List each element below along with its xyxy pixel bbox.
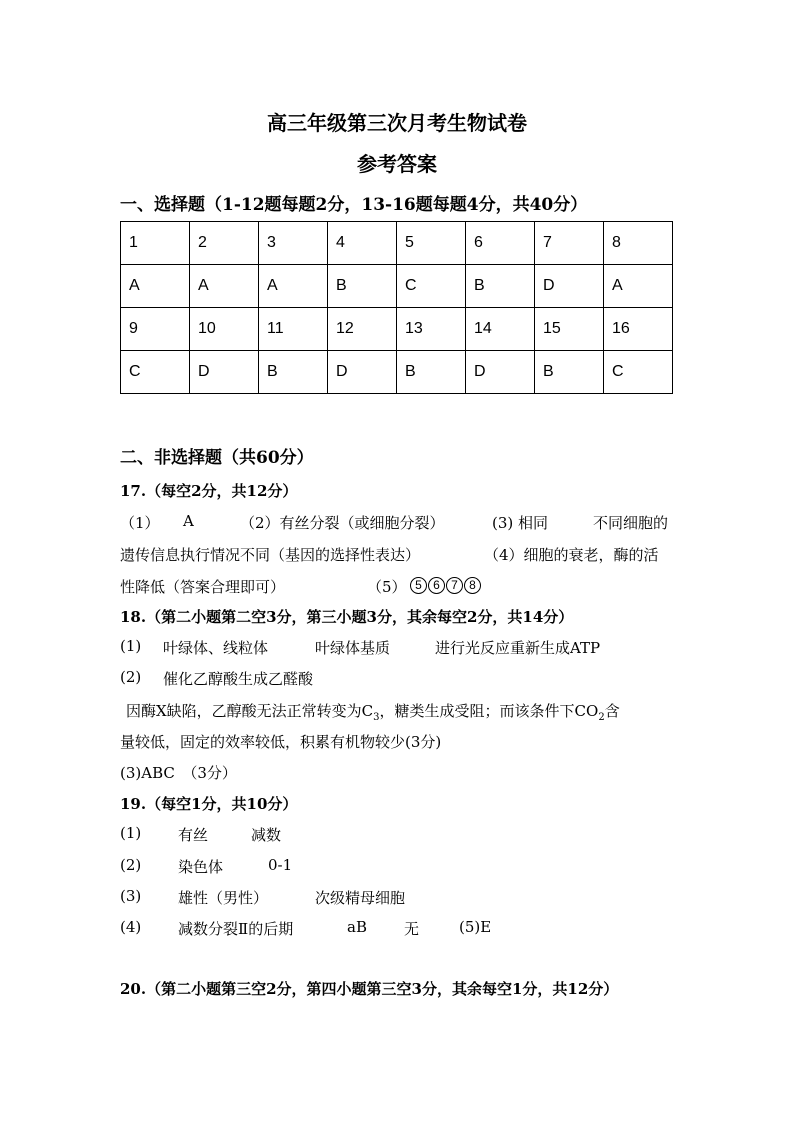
q19-r1-b: 减数	[251, 826, 282, 844]
q17-circled-answers	[410, 576, 482, 594]
q18-l3c: 含	[604, 702, 620, 720]
circled-7: 7	[446, 577, 463, 594]
answer-table-cell: D	[328, 351, 397, 394]
q19-r4-a: 减数分裂Ⅱ的后期	[178, 920, 294, 938]
q18-l2a: (2)	[120, 668, 142, 686]
answer-table-cell: B	[328, 265, 397, 308]
answer-table-cell: B	[466, 265, 535, 308]
answer-table-cell: 5	[397, 222, 466, 265]
answer-table-cell: B	[535, 351, 604, 394]
q19-r4-d: (5)E	[459, 918, 492, 936]
q19-r3-a: 雄性（男性）	[178, 889, 269, 907]
circled-8: 8	[464, 577, 481, 594]
q17-l1b: A	[183, 512, 194, 530]
answer-table-cell: A	[190, 265, 259, 308]
q18-l1b: 叶绿体、线粒体	[163, 639, 269, 657]
answer-table-cell: 13	[397, 308, 466, 351]
answer-table-cell: A	[121, 265, 190, 308]
answer-table-cell: 12	[328, 308, 397, 351]
q17-l1e: 不同细胞的	[593, 514, 669, 532]
q17-l1a: （1）	[120, 514, 160, 532]
answer-table-cell: 4	[328, 222, 397, 265]
q18-l3	[126, 700, 620, 723]
q17-l3a: 性降低（答案合理即可）	[120, 578, 286, 596]
answer-table-row	[121, 265, 673, 308]
q18-l3b: ，糖类生成受阻；而该条件下CO	[379, 702, 599, 720]
q19-r4-b: aB	[347, 918, 367, 936]
q17-l3b: （5）	[367, 578, 407, 596]
answer-table-cell: C	[121, 351, 190, 394]
page-title: 高三年级第三次月考生物试卷	[267, 111, 527, 135]
q19-r1-a: 有丝	[178, 826, 209, 844]
q17-l1d: (3) 相同	[492, 514, 549, 532]
q19-r2-num: (2)	[120, 856, 142, 874]
circled-6: 6	[428, 577, 445, 594]
section1-heading: 一、选择题（1-12题每题2分，13-16题每题4分，共40分）	[120, 195, 588, 215]
q18-l5: (3)ABC （3分）	[120, 764, 237, 782]
answer-table-cell: 8	[604, 222, 673, 265]
section2-heading: 二、非选择题（共60分）	[120, 448, 314, 468]
q18-l1c: 叶绿体基质	[315, 639, 391, 657]
q17-heading: 17.（每空2分，共12分）	[120, 482, 298, 500]
answer-table-cell: 15	[535, 308, 604, 351]
answer-table-cell: 10	[190, 308, 259, 351]
q19-r4-num: (4)	[120, 918, 142, 936]
answer-table-cell: D	[190, 351, 259, 394]
answer-table-cell: D	[535, 265, 604, 308]
q19-heading: 19.（每空1分，共10分）	[120, 795, 298, 813]
q19-r3-b: 次级精母细胞	[315, 889, 406, 907]
q18-l1d: 进行光反应重新生成ATP	[435, 639, 601, 657]
q18-l2b: 催化乙醇酸生成乙醛酸	[163, 670, 314, 688]
q18-heading: 18.（第二小题第二空3分，第三小题3分，其余每空2分，共14分）	[120, 608, 574, 626]
q18-l3a: 因酶X缺陷，乙醇酸无法正常转变为C	[126, 702, 374, 720]
q18-l3-sub2: 2	[598, 712, 605, 723]
page-subtitle: 参考答案	[357, 152, 437, 176]
answer-table-row	[121, 222, 673, 265]
answer-table-cell: 14	[466, 308, 535, 351]
q19-r2-a: 染色体	[178, 858, 224, 876]
answer-table-cell: 16	[604, 308, 673, 351]
q19-r4-c: 无	[404, 920, 420, 938]
answer-table-cell: 2	[190, 222, 259, 265]
q19-r2-b: 0-1	[268, 856, 293, 874]
answer-table-cell: A	[604, 265, 673, 308]
answer-table-cell: 1	[121, 222, 190, 265]
q20-heading: 20.（第二小题第三空2分，第四小题第三空3分，其余每空1分，共12分）	[120, 980, 619, 998]
answer-table-row	[121, 351, 673, 394]
answer-table-cell: C	[397, 265, 466, 308]
answer-table-cell: B	[397, 351, 466, 394]
answer-table	[120, 221, 673, 394]
q18-l3-sub3: 3	[373, 712, 380, 723]
q19-r3-num: (3)	[120, 887, 142, 905]
q18-l1a: (1)	[120, 637, 142, 655]
q17-l1c: （2）有丝分裂（或细胞分裂）	[240, 514, 445, 532]
answer-table-cell: 11	[259, 308, 328, 351]
q19-r1-num: (1)	[120, 824, 142, 842]
answer-table-cell: 6	[466, 222, 535, 265]
q17-l2a: 遗传信息执行情况不同（基因的选择性表达）	[120, 546, 421, 564]
answer-table-cell: 3	[259, 222, 328, 265]
answer-table-cell: B	[259, 351, 328, 394]
answer-table-cell: 9	[121, 308, 190, 351]
q18-l4: 量较低，固定的效率较低，积累有机物较少(3分)	[120, 733, 442, 751]
answer-table-cell: D	[466, 351, 535, 394]
answer-table-cell: C	[604, 351, 673, 394]
answer-table-cell: 7	[535, 222, 604, 265]
answer-table-row	[121, 308, 673, 351]
answer-table-cell: A	[259, 265, 328, 308]
circled-5: 5	[410, 577, 427, 594]
q17-l2b: （4）细胞的衰老，酶的活	[484, 546, 659, 564]
